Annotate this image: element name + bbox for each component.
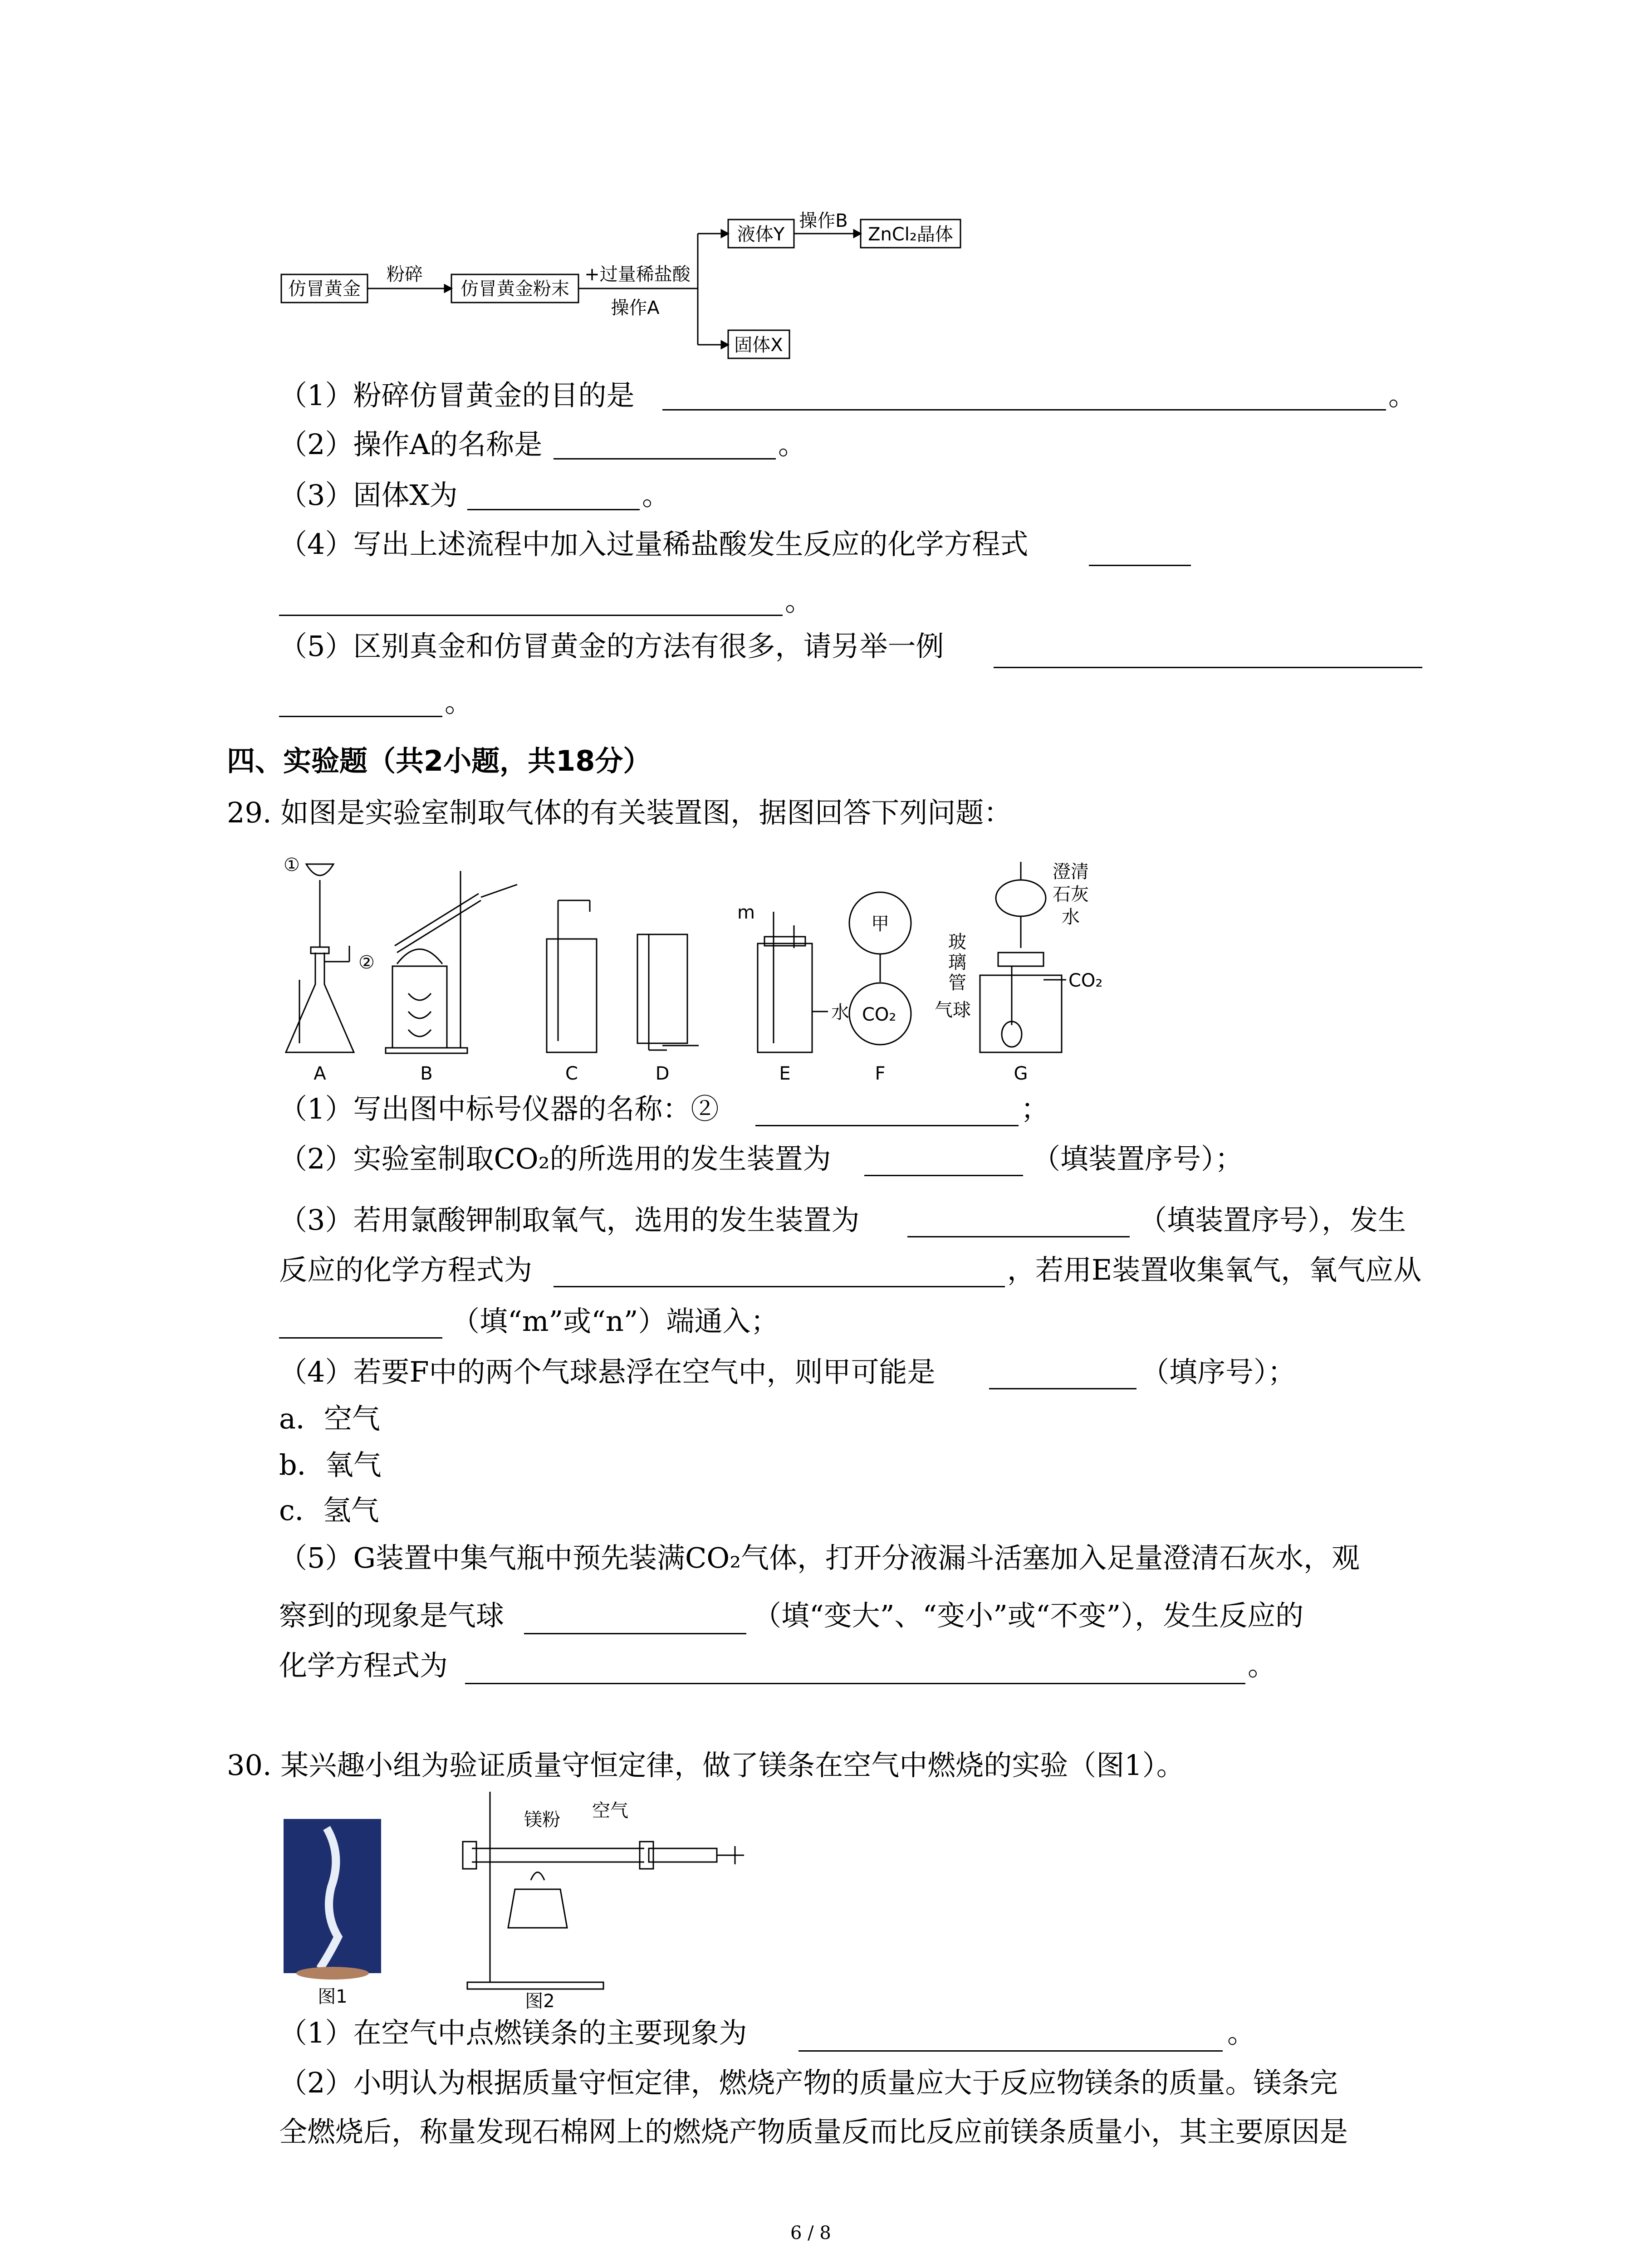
q29-part1: （1）写出图中标号仪器的名称：② (279, 1092, 719, 1125)
flow-arrow3-text: 操作B (799, 210, 848, 231)
q28-part4: （4）写出上述流程中加入过量稀盐酸发生反应的化学方程式 (279, 528, 1029, 561)
q29-part3b: 反应的化学方程式为 (279, 1253, 533, 1286)
flow-box3-text: 液体Y (737, 224, 785, 245)
q29-part3c-end: （填“m”或“n”）端通入； (451, 1305, 779, 1338)
q29-fig-m: m (737, 902, 755, 923)
q29-part5c: 化学方程式为 (279, 1649, 448, 1682)
q29-fig-water: 水 (831, 1002, 849, 1023)
q29-part5b: 察到的现象是气球 (279, 1599, 505, 1632)
flow-arrow2-bottom: 操作A (611, 298, 660, 318)
q29-part4-blank[interactable] (989, 1388, 1136, 1389)
q29-option-c: c．氢气 (279, 1494, 379, 1527)
section4-title: 四、实验题（共2小题，共18分） (227, 744, 652, 777)
q30-part1-end: 。 (1227, 2016, 1256, 2049)
q30-fig1-label: 图1 (318, 1986, 348, 2007)
q28-part5-blank-a[interactable] (994, 667, 1422, 668)
q29-fig-label-a: A (314, 1063, 326, 1084)
q29-fig-co2: CO₂ (862, 1004, 896, 1025)
q29-fig-glass1: 玻 (948, 932, 966, 953)
q28-part3: （3）固体X为 (279, 479, 458, 512)
q29-fig-balloon: 气球 (935, 1000, 971, 1021)
q30-part2b: 全燃烧后，称量发现石棉网上的燃烧产物质量反而比反应前镁条质量小，其主要原因是 (279, 2115, 1348, 2148)
q29-part5c-end: 。 (1248, 1649, 1276, 1682)
q29-part1-blank[interactable] (755, 1125, 1019, 1126)
q29-fig-circle1: ① (284, 855, 300, 875)
q29-fig-label-f: F (875, 1063, 886, 1084)
q28-part3-blank[interactable] (467, 509, 640, 510)
q29-fig-lime1: 澄清 (1053, 861, 1089, 882)
flow-box4-text: ZnCl₂晶体 (868, 224, 953, 245)
q29-fig-glass2: 璃 (948, 952, 966, 973)
q29-option-a: a．空气 (279, 1402, 380, 1435)
q29-part2-blank[interactable] (864, 1175, 1023, 1176)
q29-fig-lime3: 水 (1062, 907, 1080, 928)
q29-fig-circle2: ② (358, 952, 375, 973)
q29-part5b-end: （填“变大”、“变小”或“不变”），发生反应的 (753, 1599, 1304, 1632)
q28-part4-blank-a[interactable] (1089, 565, 1191, 566)
flow-box5-text: 固体X (734, 335, 783, 356)
q30-figure1-photo (284, 1819, 381, 2009)
q29-part3a-end: （填装置序号），发生 (1139, 1203, 1406, 1237)
q29-fig-label-c: C (565, 1063, 578, 1084)
q29-part3a-blank[interactable] (907, 1236, 1130, 1237)
q30-fig2-mg-powder: 镁粉 (524, 1809, 560, 1830)
q29-part5a: （5）G装置中集气瓶中预先装满CO₂气体，打开分液漏斗活塞加入足量澄清石灰水，观 (279, 1541, 1360, 1574)
q30-fig2-air: 空气 (592, 1800, 628, 1821)
flow-chart (272, 210, 1007, 376)
q30-figure2-apparatus (454, 1783, 771, 2012)
q29-fig-lime2: 石灰 (1053, 884, 1089, 905)
q29-fig-label-d: D (655, 1063, 670, 1084)
q28-part2: （2）操作A的名称是 (279, 428, 543, 461)
q29-fig-label-b: B (420, 1063, 433, 1084)
q29-fig-co2-g: CO₂ (1068, 970, 1103, 991)
q29-fig-label-e: E (779, 1063, 791, 1084)
q30-part1: （1）在空气中点燃镁条的主要现象为 (279, 2016, 747, 2049)
q29-part2-end: （填装置序号）； (1032, 1142, 1244, 1175)
q29-stem: 29. 如图是实验室制取气体的有关装置图，据图回答下列问题： (227, 796, 1012, 829)
q28-part4-period: 。 (785, 584, 813, 617)
q28-part2-blank[interactable] (554, 458, 776, 459)
q29-part5c-blank[interactable] (465, 1683, 1245, 1684)
flow-box2-text: 仿冒黄金粉末 (460, 279, 569, 299)
q30-fig2-label: 图2 (525, 1991, 555, 2012)
q29-part1-end: ； (1021, 1092, 1049, 1125)
q30-part2a: （2）小明认为根据质量守恒定律，燃烧产物的质量应大于反应物镁条的质量。镁条完 (279, 2066, 1338, 2099)
q29-part3b-blank[interactable] (554, 1286, 1005, 1287)
q28-part4-blank-b[interactable] (279, 615, 783, 616)
q29-fig-label-g: G (1014, 1063, 1028, 1084)
q29-part3c-blank[interactable] (279, 1337, 442, 1339)
q28-part5-period: 。 (445, 685, 473, 719)
q29-part5b-blank[interactable] (524, 1633, 746, 1634)
q29-part3a: （3）若用氯酸钾制取氧气，选用的发生装置为 (279, 1203, 860, 1237)
q29-part3b-end: ，若用E装置收集氧气，氧气应从 (1007, 1253, 1422, 1286)
q28-part1: （1）粉碎仿冒黄金的目的是 (279, 379, 635, 412)
q29-part4-end: （填序号）； (1141, 1355, 1296, 1388)
q29-apparatus-figure (272, 844, 1103, 1089)
q29-part4: （4）若要F中的两个气球悬浮在空气中，则甲可能是 (279, 1355, 936, 1388)
q29-fig-jia: 甲 (871, 914, 889, 934)
q29-part2: （2）实验室制取CO₂的所选用的发生装置为 (279, 1142, 831, 1175)
q29-fig-glass3: 管 (948, 973, 966, 993)
flow-box1-text: 仿冒黄金 (288, 279, 361, 299)
q28-part5-blank-b[interactable] (279, 716, 442, 717)
q30-part1-blank[interactable] (798, 2050, 1223, 2052)
q28-part1-period: 。 (1388, 379, 1417, 412)
q28-part3-period: 。 (642, 479, 671, 512)
flow-arrow1-text: 粉碎 (387, 264, 423, 285)
q28-part5: （5）区别真金和仿冒黄金的方法有很多，请另举一例 (279, 630, 944, 663)
page-number: 6 / 8 (790, 2223, 831, 2244)
q30-stem: 30. 某兴趣小组为验证质量守恒定律，做了镁条在空气中燃烧的实验（图1）。 (227, 1749, 1185, 1782)
flow-arrow2-top: +过量稀盐酸 (584, 264, 691, 285)
q28-part1-blank[interactable] (662, 409, 1386, 411)
q28-part2-period: 。 (778, 428, 807, 461)
q29-option-b: b．氧气 (279, 1448, 382, 1481)
